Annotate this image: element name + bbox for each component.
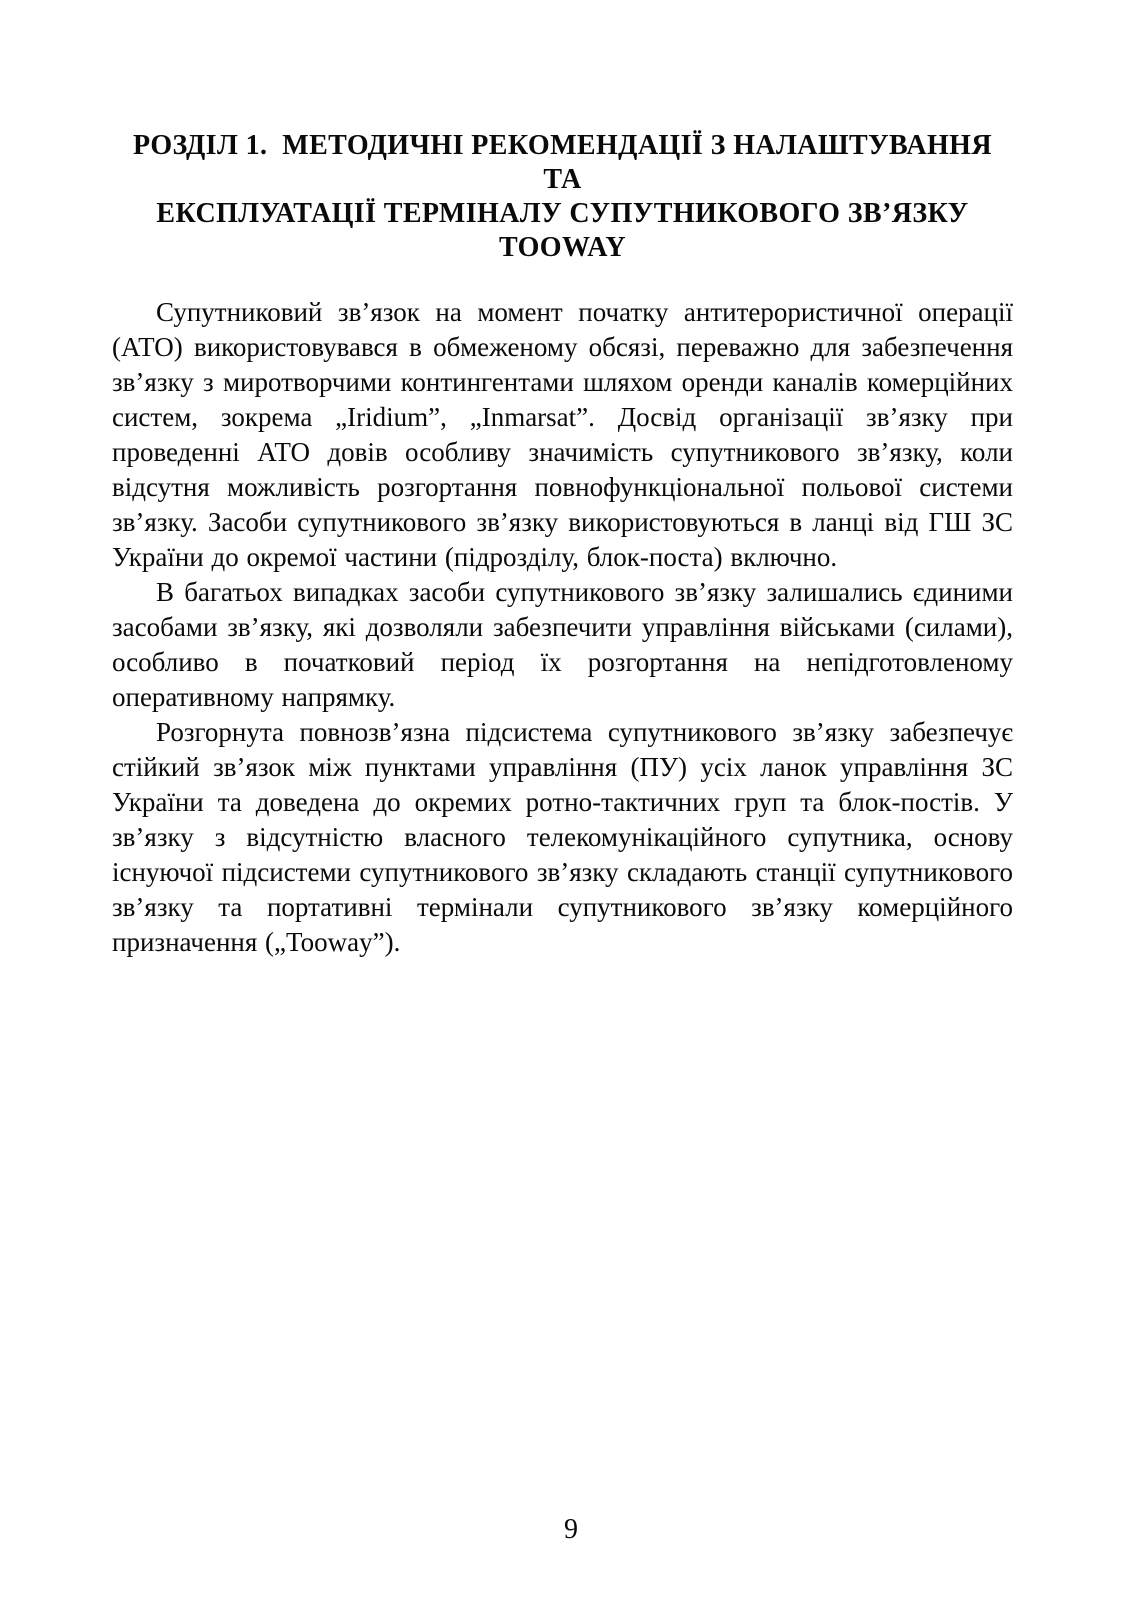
paragraph-deployed-subsystem: Розгорнута повнозв’язна підсистема супутникового зв’язку забезпечує стійкий зв’язок між пунктами управління (ПУ) усіх ланок управління ЗС України та доведена до окремих ротно-тактичних груп та блок-постів. У зв’язку з відсутністю власного телекомунікаційного супутника, основу існуючої підсистеми супутникового зв’язку складають станції супутникового зв’язку та портативні термінали супутникового зв’язку комерційного призначення („Tooway”). — [112, 717, 1013, 957]
paragraph-sole-communication-means: В багатьох випадках засоби супутникового зв’язку залишались єдиними засобами зв’язку, які дозволяли забезпечити управління військами (силами), особливо в початковий період їх розгортання на непідготовленому оперативному напрямку. — [112, 577, 1013, 712]
page-number: 9 — [564, 1514, 578, 1545]
chapter-heading-line-1: РОЗДІЛ 1. МЕТОДИЧНІ РЕКОМЕНДАЦІЇ З НАЛАШТУВАННЯ ТА — [133, 130, 992, 195]
chapter-heading-line-2: ЕКСПЛУАТАЦІЇ ТЕРМІНАЛУ СУПУТНИКОВОГО ЗВ’ЯЗКУ TOOWAY — [156, 198, 969, 263]
paragraph-intro-satellite-communication: Супутниковий зв’язок на момент початку антитерористичної операції (АТО) використовувався в обмеженому обсязі, переважно для забезпечення зв’язку з миротворчими контингентами шляхом оренди каналів комерційних систем, зокрема „Iridium”, „Inmarsat”. Досвід організації зв’язку при проведенні АТО довів особливу значимість супутникового зв’язку, коли відсутня можливість розгортання повнофункціональної польової системи зв’язку. Засоби супутникового зв’язку використовуються в ланці від ГШ ЗС України до окремої частини (підрозділу, блок-поста) включно. — [112, 297, 1013, 572]
page-content — [112, 129, 1013, 960]
chapter-heading — [112, 129, 1013, 265]
